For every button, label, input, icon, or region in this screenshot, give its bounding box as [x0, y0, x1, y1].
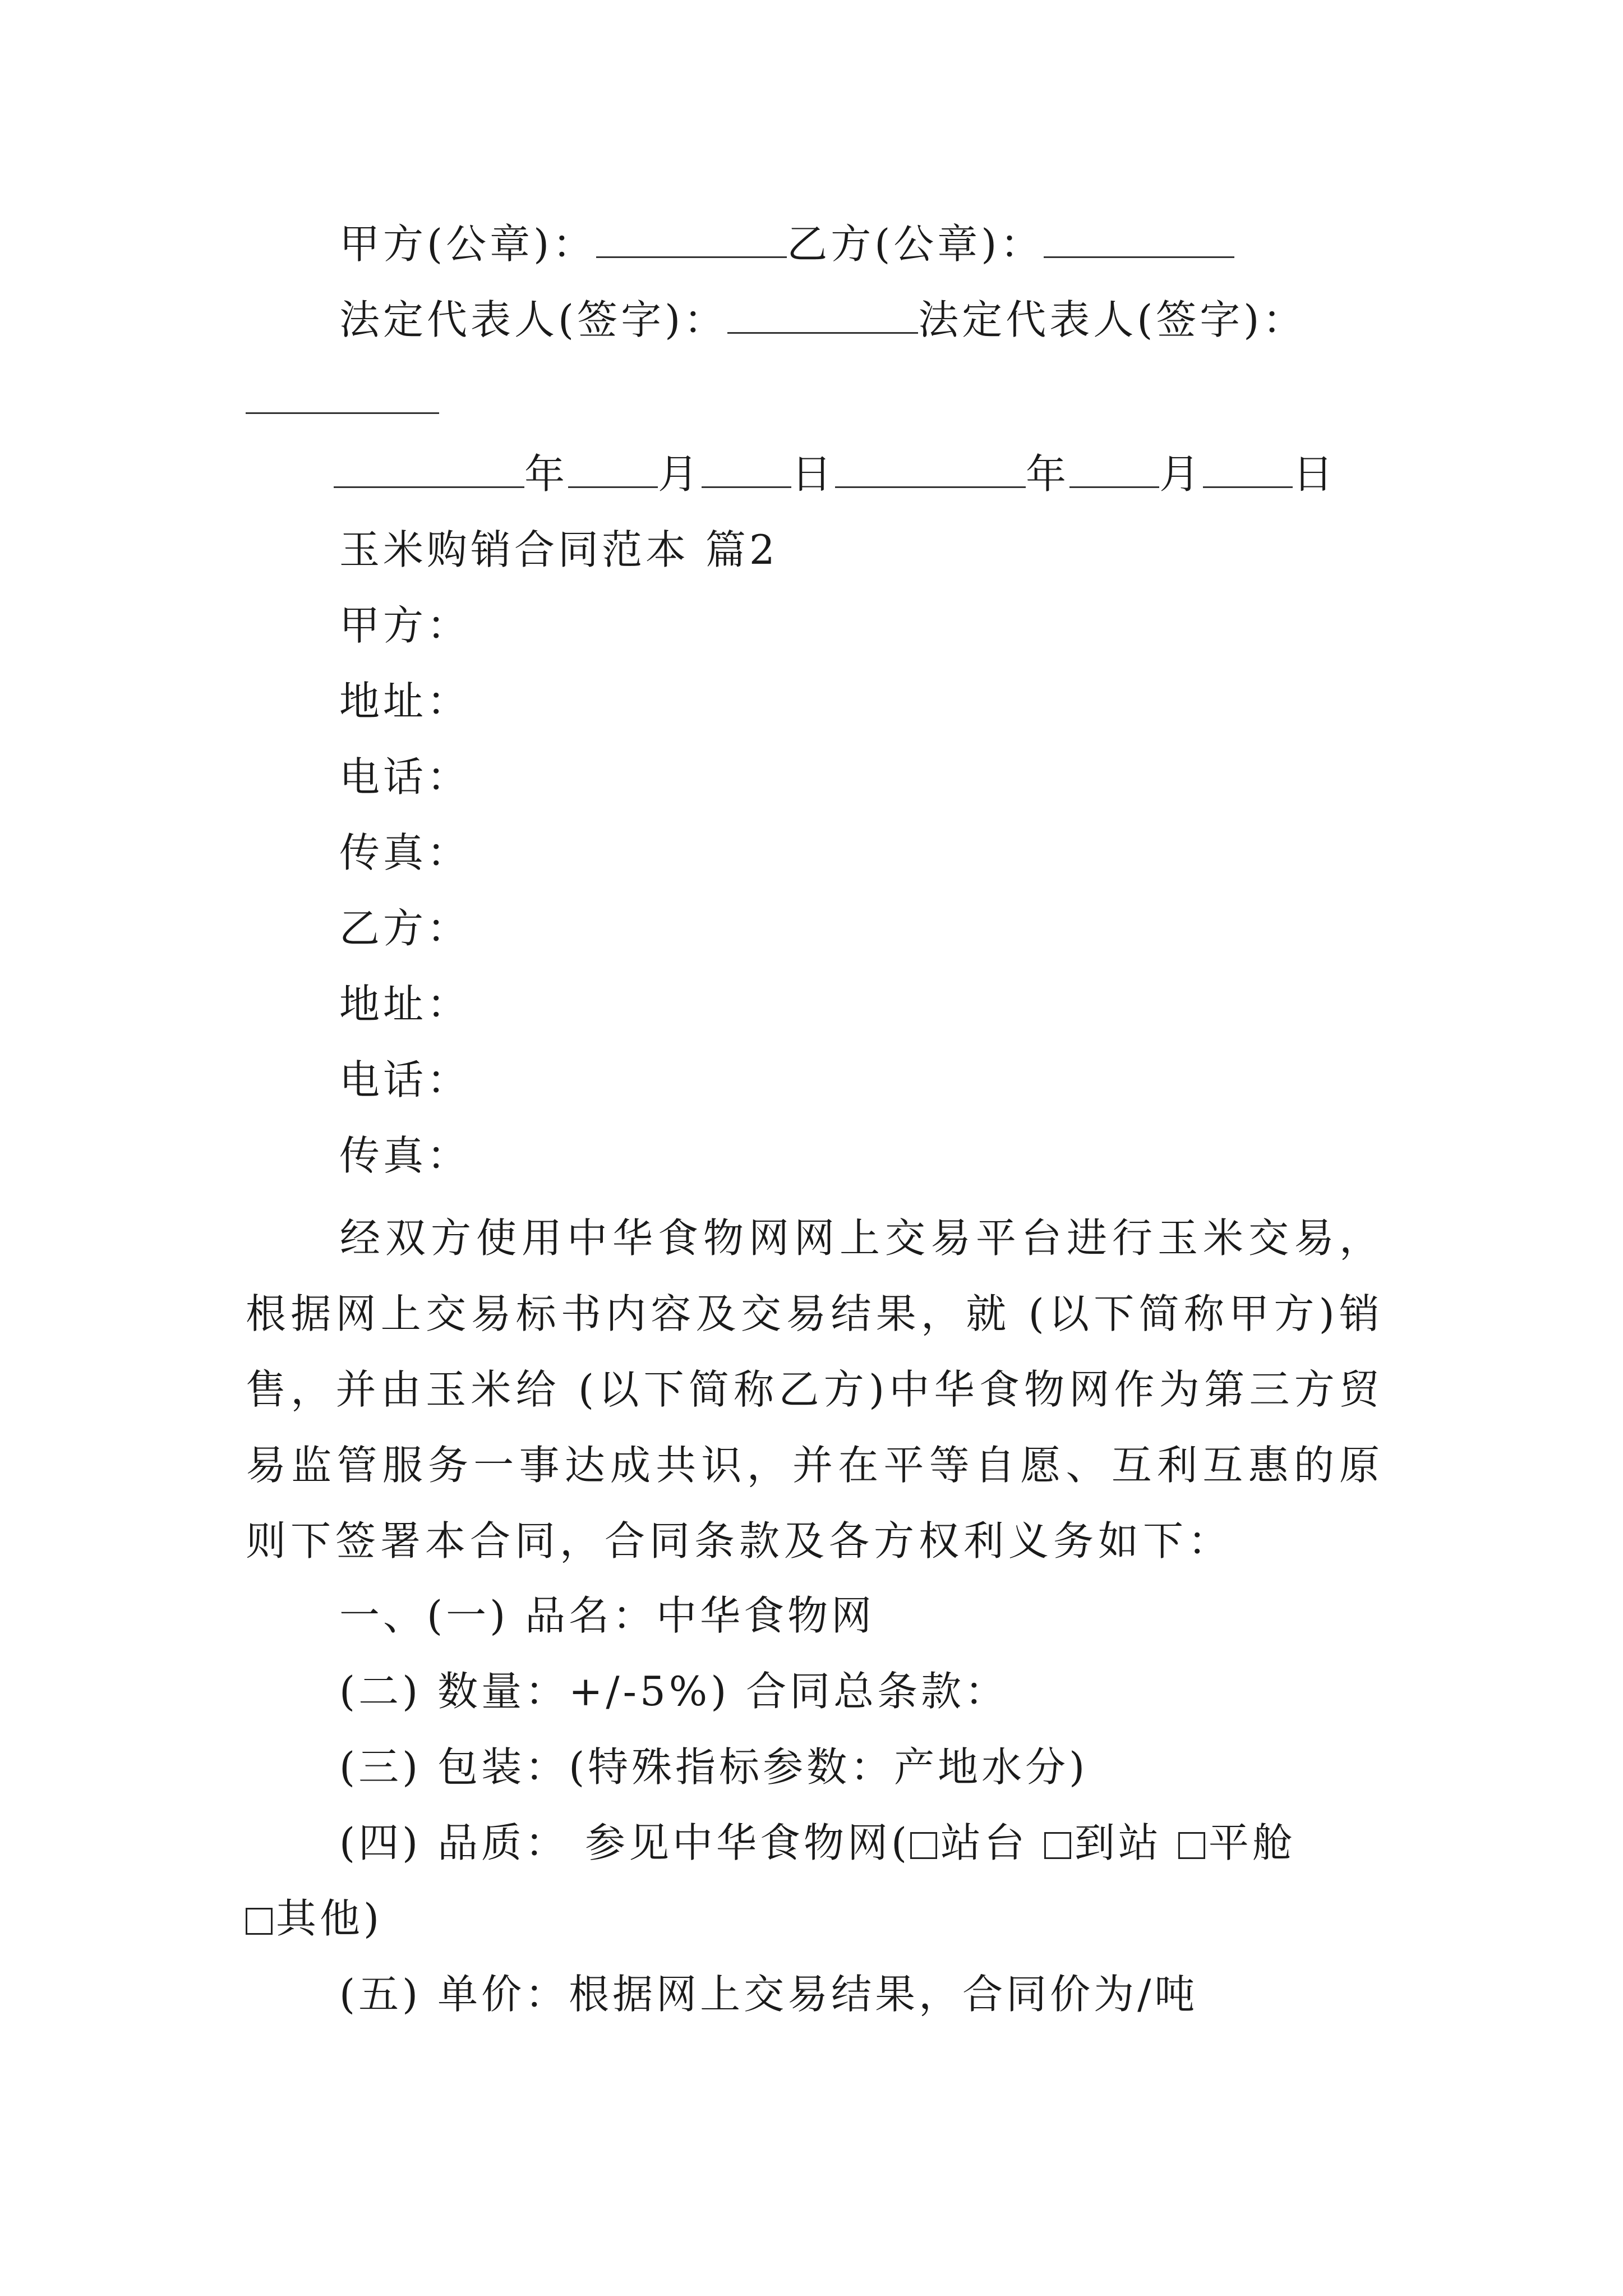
- clause-quantity: (二) 数量：+/-5%) 合同总条款：: [339, 1668, 1009, 1715]
- seal-line: [339, 216, 1234, 272]
- clause-unit-price: (五) 单价：根据网上交易结果，合同价为/吨: [339, 1971, 1198, 2018]
- party-b-phone-label: 电话：: [339, 1056, 471, 1103]
- clause-product-name: 一、(一) 品名：中华食物网: [339, 1592, 875, 1639]
- rep-a-blank[interactable]: [727, 297, 918, 334]
- option-arrival: 到站: [1074, 1819, 1162, 1866]
- date-line: [334, 446, 1336, 502]
- party-a-address-label: 地址：: [339, 678, 471, 725]
- rep-a-label: 法定代表人(签字)：: [339, 296, 728, 343]
- party-b-name-label: 乙方：: [339, 905, 471, 952]
- date-a-day-blank[interactable]: [702, 452, 791, 488]
- option-other: 其他): [276, 1895, 383, 1942]
- representative-line: [339, 292, 1306, 348]
- date-a-day-label: 日: [791, 450, 836, 498]
- date-b-month-label: 月: [1159, 450, 1204, 498]
- clause-quality-prefix: (四) 品质： 参见中华食物网(: [339, 1819, 911, 1866]
- checkbox-trim-icon[interactable]: [1178, 1832, 1205, 1859]
- party-a-seal-blank[interactable]: [596, 222, 787, 258]
- party-a-name-label: 甲方：: [339, 602, 471, 649]
- date-a-month-label: 月: [658, 450, 702, 498]
- rep-b-blank[interactable]: [246, 412, 439, 414]
- clause-quality-continued: [246, 1890, 382, 1947]
- party-b-fax-label: 传真：: [339, 1132, 471, 1179]
- party-b-seal-blank[interactable]: [1044, 222, 1234, 258]
- intro-paragraph: 经双方使用中华食物网网上交易平台进行玉米交易，根据网上交易标书内容及交易结果，就 (以下简称甲方)销售，并由玉米给 (以下简称乙方)中华食物网作为第三方贸易监管服务一事达成共识，并在平等自愿、互利互惠的原则下签署本合同，合同条款及各方权利义务如下：: [246, 1214, 1384, 1565]
- section-title: 玉米购销合同范本 篇2: [339, 526, 778, 573]
- date-b-day-blank[interactable]: [1203, 452, 1293, 488]
- option-trim: 平舱: [1208, 1819, 1296, 1866]
- date-b-month-blank[interactable]: [1069, 452, 1159, 488]
- party-a-fax-label: 传真：: [339, 829, 471, 876]
- date-a-year-blank[interactable]: [334, 452, 524, 488]
- date-a-month-blank[interactable]: [568, 452, 658, 488]
- party-a-phone-label: 电话：: [339, 753, 471, 800]
- clause-packaging: (三) 包装：(特殊指标参数：产地水分): [339, 1743, 1089, 1791]
- date-b-year-label: 年: [1026, 450, 1070, 498]
- checkbox-arrival-icon[interactable]: [1044, 1832, 1071, 1859]
- date-a-year-label: 年: [524, 450, 569, 498]
- party-b-seal-label: 乙方(公章)：: [787, 220, 1044, 268]
- option-station: 站台: [940, 1819, 1029, 1866]
- party-b-address-label: 地址：: [339, 981, 471, 1028]
- date-b-day-label: 日: [1293, 450, 1337, 498]
- party-a-seal-label: 甲方(公章)：: [339, 220, 597, 268]
- rep-b-label: 法定代表人(签字)：: [918, 296, 1307, 343]
- date-b-year-blank[interactable]: [835, 452, 1026, 488]
- checkbox-station-icon[interactable]: [910, 1832, 937, 1859]
- clause-quality: [339, 1815, 1296, 1871]
- checkbox-other-icon[interactable]: [246, 1908, 273, 1935]
